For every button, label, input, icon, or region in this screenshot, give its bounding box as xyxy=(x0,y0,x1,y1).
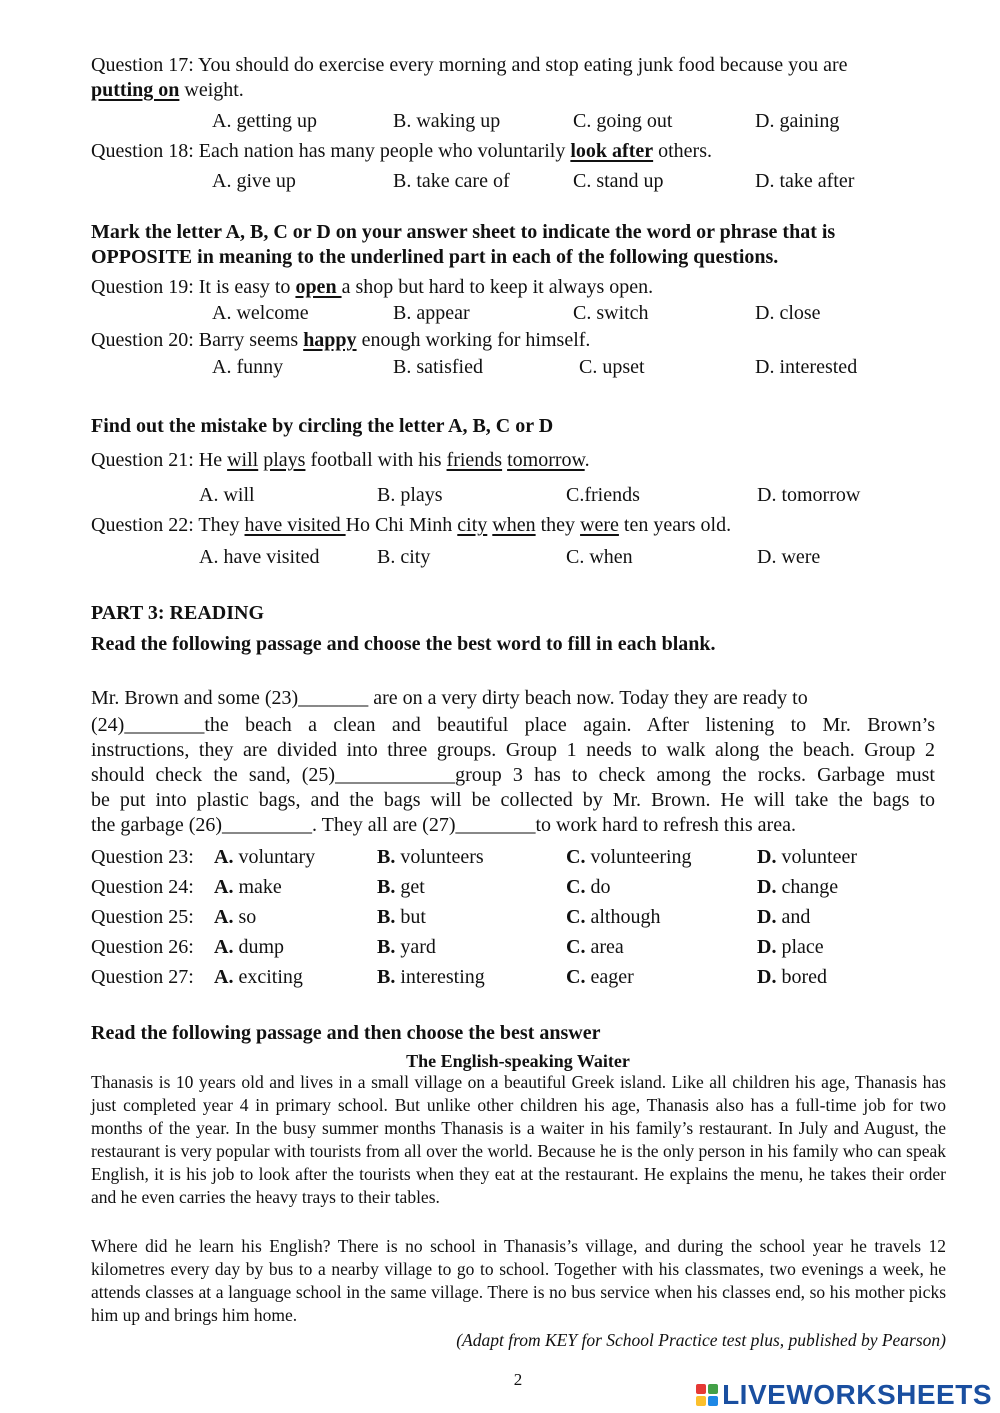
q26-option-c[interactable]: C. area xyxy=(566,936,624,958)
cloze-passage-body xyxy=(91,713,935,838)
q22-option-a[interactable]: A. have visited xyxy=(199,546,320,568)
q27-option-d[interactable]: D. bored xyxy=(757,966,827,988)
question-label: Question 23: xyxy=(91,846,194,868)
underlined-word-c: when xyxy=(492,514,536,536)
q18-option-a[interactable]: A. give up xyxy=(212,170,296,192)
underlined-word-a: have visited xyxy=(244,514,346,536)
q19-option-b[interactable]: B. appear xyxy=(393,302,470,324)
q22-option-d[interactable]: D. were xyxy=(757,546,821,568)
q19-option-a[interactable]: A. welcome xyxy=(212,302,309,324)
underlined-phrase: open xyxy=(295,276,342,298)
q17-option-a[interactable]: A. getting up xyxy=(212,110,317,132)
underlined-phrase: happy xyxy=(303,329,357,351)
q17-option-b[interactable]: B. waking up xyxy=(393,110,501,132)
question-label: Question 25: xyxy=(91,906,194,928)
cloze-line-2: (24)________the beach a clean and beautiful place again. After listening to Mr. Brown’s xyxy=(91,714,935,736)
q25-option-c[interactable]: C. although xyxy=(566,906,661,928)
q18-option-d[interactable]: D. take after xyxy=(755,170,855,192)
passage-paragraph-2: Where did he learn his English? There is no school in Thanasis’s village, and during the school year he travels 12 kilometres every day by bus to a nearby village to go to school. Together with his classmates, two evenings a week, he attends classes at a language school in the same village. There is no bus service when his classes end, so his mother picks him up and brings him home. xyxy=(91,1236,946,1325)
cloze-line-6: the garbage (26)_________. They all are (27)________to work hard to refresh this area. xyxy=(91,814,796,836)
q24-option-c[interactable]: C. do xyxy=(566,876,611,898)
underlined-word-a: will xyxy=(227,449,259,471)
q24-option-d[interactable]: D. change xyxy=(757,876,839,898)
question-17-stem-cont: putting on weight. xyxy=(91,79,244,101)
brand-name: LIVEWORKSHEETS xyxy=(722,1379,992,1410)
q24-option-a[interactable]: A. make xyxy=(214,876,282,898)
page-number: 2 xyxy=(513,1370,523,1389)
question-label: Question 27: xyxy=(91,966,194,988)
q23-option-d[interactable]: D. volunteer xyxy=(757,846,857,868)
q27-option-a[interactable]: A. exciting xyxy=(214,966,303,988)
passage-paragraph-1: Thanasis is 10 years old and lives in a small village on a beautiful Greek island. Like all children his age, Thanasis has just completed year 4 in primary school. But unlike other children his age, Thanasis also has a full-time job for two months of the year. In the busy summer months Thanasis is a waiter in his family’s restaurant. In July and August, the restaurant is very popular with tourists from all over the world. Because he is the only person in his family who can speak English, it is his job to look after the tourists when they eat at the restaurant. He explains the menu, he takes their order and he even carries the heavy trays to their tables. xyxy=(91,1072,946,1207)
underlined-word-b: plays xyxy=(263,449,306,471)
question-17-stem: Question 17: You should do exercise every morning and stop eating junk food because you are xyxy=(91,54,848,76)
q17-option-d[interactable]: D. gaining xyxy=(755,110,840,132)
question-20-stem: Question 20: Barry seems happy enough working for himself. xyxy=(91,329,591,351)
underlined-word-d: were xyxy=(580,514,619,536)
q22-option-c[interactable]: C. when xyxy=(566,546,633,568)
section-mistake-heading: Find out the mistake by circling the letter A, B, C or D xyxy=(91,415,554,437)
cloze-line-1: Mr. Brown and some (23)_______ are on a very dirty beach now. Today they are ready to xyxy=(91,687,808,709)
q21-option-d[interactable]: D. tomorrow xyxy=(757,484,861,506)
q19-option-c[interactable]: C. switch xyxy=(573,302,649,324)
q21-option-c[interactable]: C.friends xyxy=(566,484,640,506)
underlined-phrase: putting on xyxy=(91,79,180,101)
passage-citation: (Adapt from KEY for School Practice test plus, published by Pearson) xyxy=(456,1330,946,1350)
part-3-heading: PART 3: READING xyxy=(91,602,265,624)
question-22-stem: Question 22: They have visited Ho Chi Minh city when they were ten years old. xyxy=(91,514,732,536)
q20-option-c[interactable]: C. upset xyxy=(579,356,645,378)
q21-option-b[interactable]: B. plays xyxy=(377,484,443,506)
passage-title: The English-speaking Waiter xyxy=(406,1051,630,1071)
part-3-instruction: Read the following passage and choose the best word to fill in each blank. xyxy=(91,633,716,655)
question-18-stem: Question 18: Each nation has many people who voluntarily look after others. xyxy=(91,140,713,162)
q23-option-c[interactable]: C. volunteering xyxy=(566,846,692,868)
q27-option-c[interactable]: C. eager xyxy=(566,966,634,988)
q25-option-d[interactable]: D. and xyxy=(757,906,811,928)
question-label: Question 26: xyxy=(91,936,194,958)
q23-option-b[interactable]: B. volunteers xyxy=(377,846,484,868)
q21-option-a[interactable]: A. will xyxy=(199,484,255,506)
question-21-stem: Question 21: He will plays football with his friends tomorrow. xyxy=(91,449,590,471)
q25-option-a[interactable]: A. so xyxy=(214,906,257,928)
q26-option-a[interactable]: A. dump xyxy=(214,936,285,958)
q22-option-b[interactable]: B. city xyxy=(377,546,431,568)
q17-option-c[interactable]: C. going out xyxy=(573,110,673,132)
q19-option-d[interactable]: D. close xyxy=(755,302,821,324)
underlined-word-d: tomorrow xyxy=(507,449,585,471)
q26-option-d[interactable]: D. place xyxy=(757,936,824,958)
underlined-word-c: friends xyxy=(446,449,503,471)
q24-option-b[interactable]: B. get xyxy=(377,876,425,898)
cloze-line-3: instructions, they are divided into three groups. Group 1 needs to walk along the beach. Group 2 xyxy=(91,739,935,761)
question-label: Question 24: xyxy=(91,876,194,898)
cloze-line-5: be put into plastic bags, and the bags will be collected by Mr. Brown. He will take the bags to xyxy=(91,789,935,811)
q18-option-c[interactable]: C. stand up xyxy=(573,170,664,192)
cloze-line-4: should check the sand, (25)____________group 3 has to check among the rocks. Garbage must xyxy=(91,764,935,786)
question-19-stem: Question 19: It is easy to open a shop but hard to keep it always open. xyxy=(91,276,654,298)
q20-option-a[interactable]: A. funny xyxy=(212,356,284,378)
liveworksheets-grid-icon xyxy=(696,1384,718,1406)
underlined-phrase: look after xyxy=(570,140,654,162)
q26-option-b[interactable]: B. yard xyxy=(377,936,436,958)
reading-instruction: Read the following passage and then choose the best answer xyxy=(91,1022,601,1044)
q23-option-a[interactable]: A. voluntary xyxy=(214,846,316,868)
section-opposite-instruction-2: OPPOSITE in meaning to the underlined part in each of the following questions. xyxy=(91,246,779,268)
q25-option-b[interactable]: B. but xyxy=(377,906,426,928)
q27-option-b[interactable]: B. interesting xyxy=(377,966,485,988)
q20-option-d[interactable]: D. interested xyxy=(755,356,858,378)
section-opposite-instruction-1: Mark the letter A, B, C or D on your answer sheet to indicate the word or phrase that is xyxy=(91,221,836,243)
underlined-word-b: city xyxy=(457,514,488,536)
q18-option-b[interactable]: B. take care of xyxy=(393,170,510,192)
q20-option-b[interactable]: B. satisfied xyxy=(393,356,483,378)
liveworksheets-logo[interactable] xyxy=(696,1380,992,1410)
